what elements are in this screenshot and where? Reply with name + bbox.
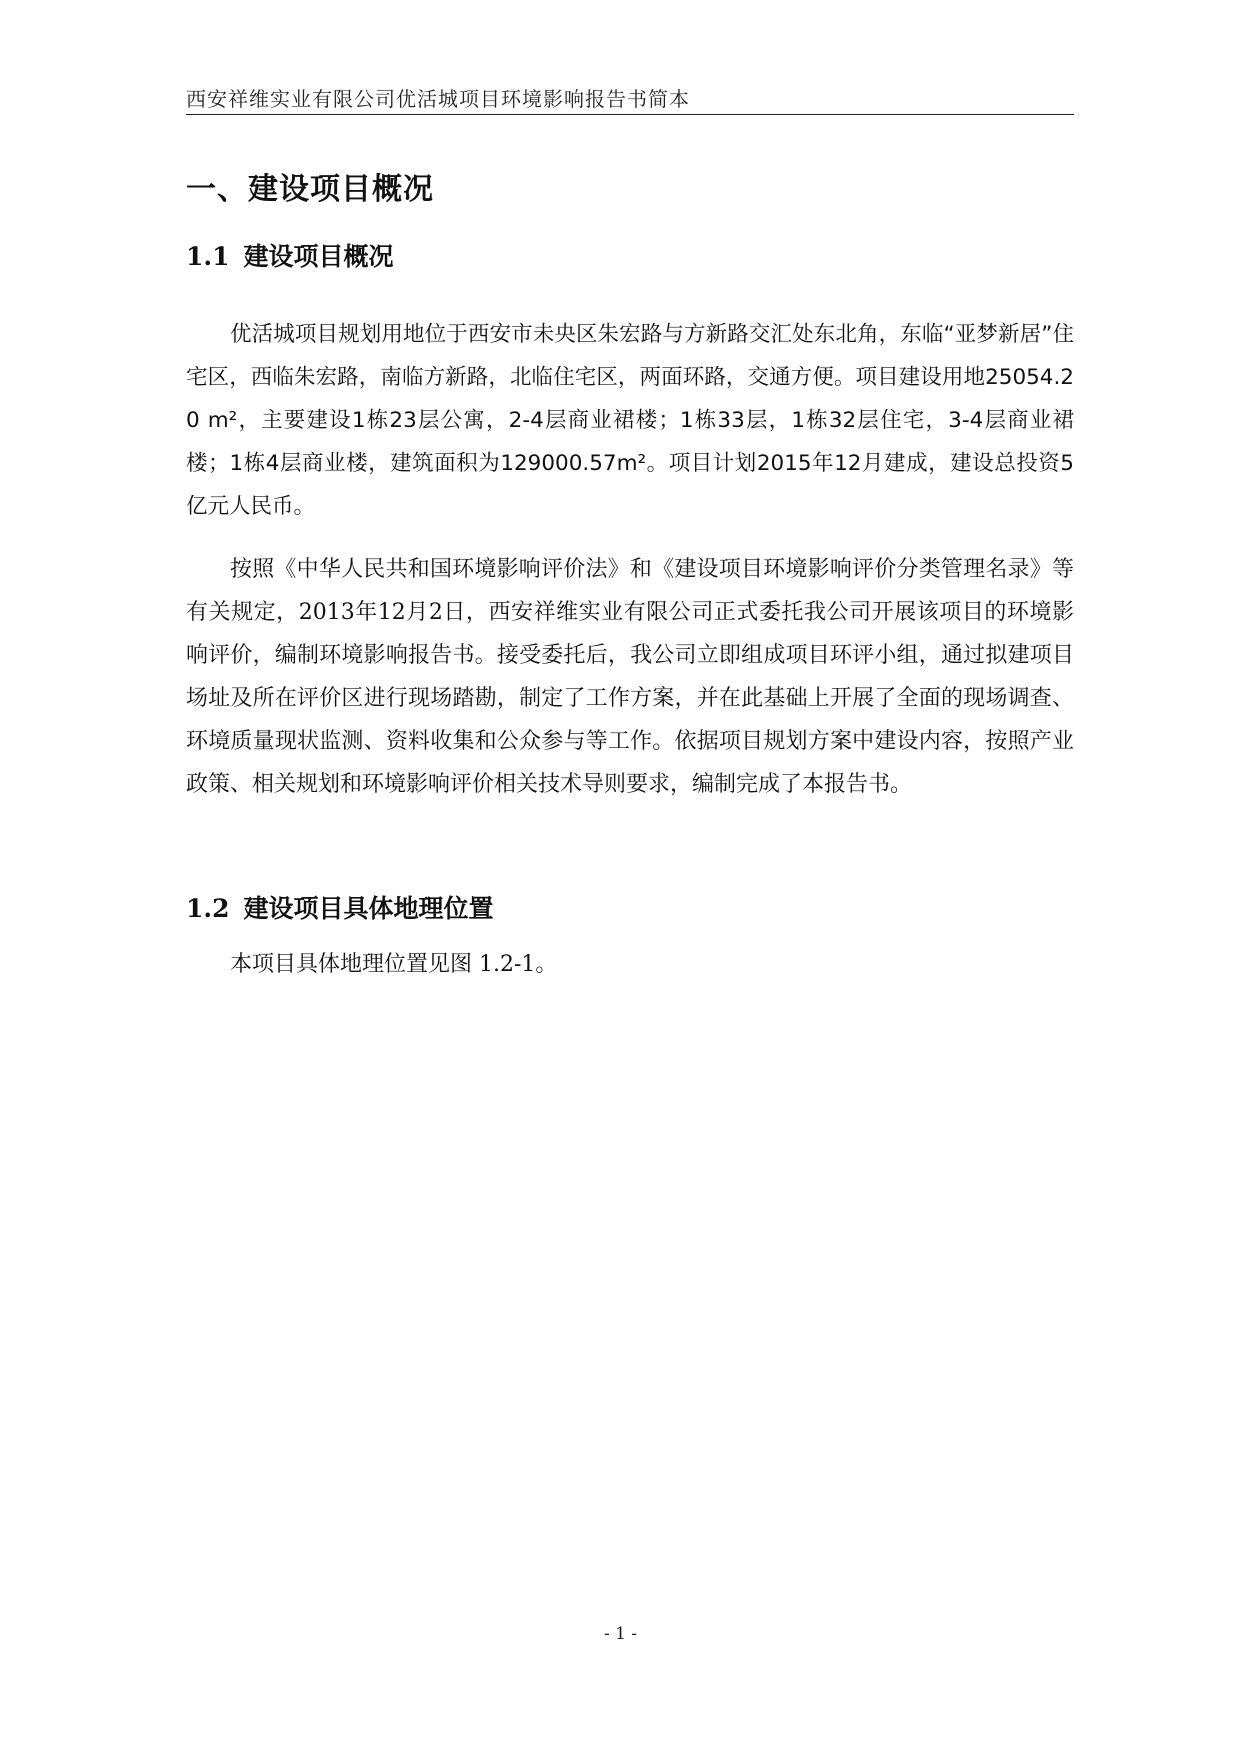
section-1-2-heading: [186, 892, 494, 926]
page-number: - 1 -: [603, 1624, 638, 1644]
location-paragraph: 本项目具体地理位置见图 1.2-1。: [230, 952, 558, 977]
page-header: [186, 84, 1074, 115]
project-overview-paragraph: 优活城项目规划用地位于西安市未央区朱宏路与方新路交汇处东北角，东临“亚梦新居”住宅区，西临朱宏路，南临方新路，北临住宅区，两面环路，交通方便。项目建设用地25054.20 m²，主要建设1栋23层公寓，2-4层商业裙楼；1栋33层，1栋32层住宅，3-4层商业裙楼；1栋4层商业楼，建筑面积为129000.57m²。项目计划2015年12月建成，建设总投资5亿元人民币。: [186, 322, 1074, 519]
section-1-heading: 一、建设项目概况: [186, 172, 434, 207]
header-title: 西安祥维实业有限公司优活城项目环境影响报告书简本: [186, 87, 690, 111]
commission-paragraph: 按照《中华人民共和国环境影响评价法》和《建设项目环境影响评价分类管理名录》等有关规定，2013年12月2日，西安祥维实业有限公司正式委托我公司开展该项目的环境影响评价，编制环境影响报告书。接受委托后，我公司立即组成项目环评小组，通过拟建项目场址及所在评价区进行现场踏勘，制定了工作方案，并在此基础上开展了全面的现场调查、环境质量现状监测、资料收集和公众参与等工作。依据项目规划方案中建设内容，按照产业政策、相关规划和环境影响评价相关技术导则要求，编制完成了本报告书。: [186, 557, 1074, 797]
section-1-1-number: 1.1: [186, 242, 230, 271]
section-1-1-title: 建设项目概况: [243, 242, 394, 271]
section-1-1-heading: [186, 240, 394, 274]
section-1-2-title: 建设项目具体地理位置: [243, 894, 494, 923]
section-1-2-number: 1.2: [186, 894, 230, 923]
